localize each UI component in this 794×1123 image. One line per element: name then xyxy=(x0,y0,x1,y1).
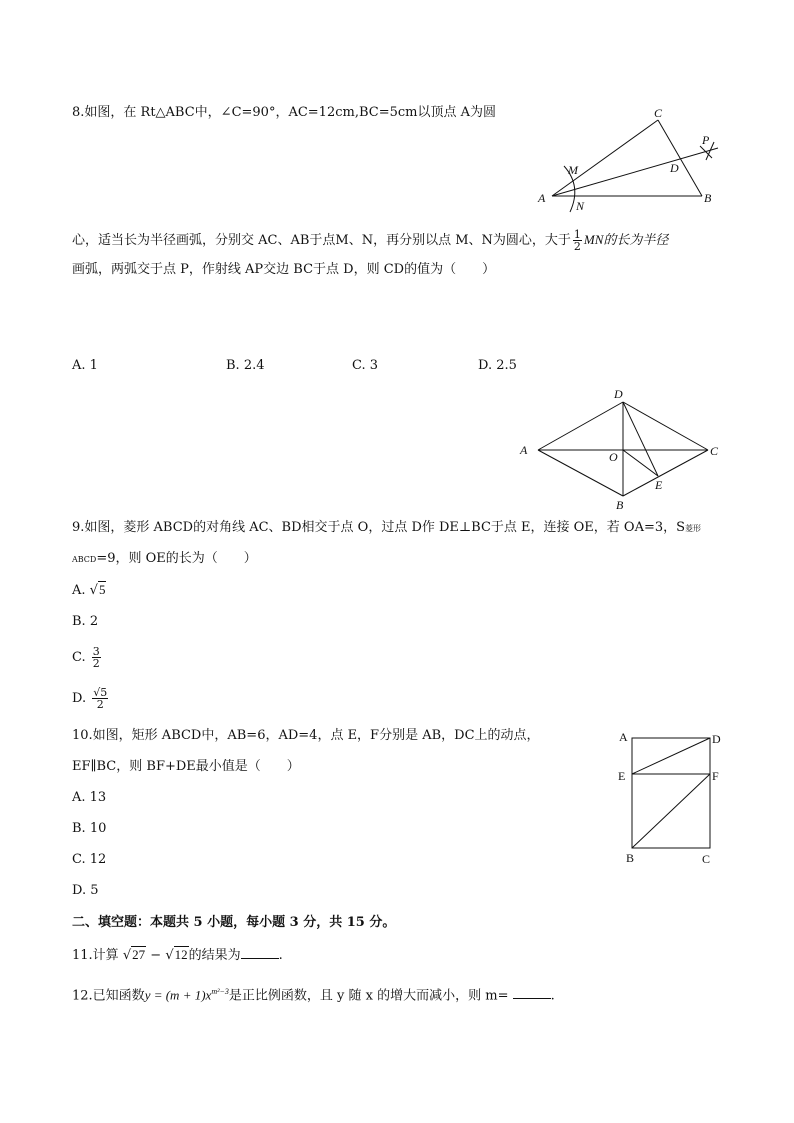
q10-option-d: D. 5 xyxy=(72,883,99,898)
section-heading: 二、填空题：本题共 5 小题，每小题 3 分，共 15 分。 xyxy=(72,915,396,930)
label-o: O xyxy=(609,450,618,464)
segment-ed xyxy=(632,738,710,774)
label-n: N xyxy=(576,199,585,213)
q8-option-a: A. 1 xyxy=(72,358,98,373)
answer-blank[interactable] xyxy=(241,946,279,959)
side-dc xyxy=(623,402,708,450)
q10-figure xyxy=(612,726,728,866)
fraction-half: $\frac{1}{2}$ xyxy=(573,228,581,253)
q9-option-a: A. √5 xyxy=(72,582,106,598)
side-cb xyxy=(623,450,708,496)
q9-option-b: B. 2 xyxy=(72,614,99,629)
fraction-root5-over-2: $\frac{√5}{2}$ xyxy=(93,686,108,711)
q8-option-d: D. 2.5 xyxy=(478,358,517,373)
label-c: C xyxy=(710,444,719,458)
segment-oe xyxy=(623,450,658,476)
label-d: D xyxy=(712,732,721,746)
q8-line2-tail: MN的长为半径 xyxy=(583,232,669,247)
label-a: A xyxy=(520,443,528,457)
segment-bc xyxy=(658,120,702,196)
label-b: B xyxy=(616,498,624,512)
q10-line1: 10.如图，矩形 ABCD中，AB=6，AD=4，点 E，F分别是 AB，DC上的动点， xyxy=(72,728,540,743)
label-c: C xyxy=(654,106,663,120)
q8-line2-text: 心，适当长为半径画弧，分别交 AC、AB于点M、N，再分别以点 M、N为圆心，大于 xyxy=(72,233,571,248)
rectangle-abcd xyxy=(632,738,710,848)
label-e: E xyxy=(655,478,663,492)
q9-option-d: D. $\frac{√5}{2}$ xyxy=(72,686,108,711)
sqrt-12: √12 xyxy=(165,947,188,963)
label-b: B xyxy=(704,191,712,205)
label-f: F xyxy=(712,769,719,783)
segment-de xyxy=(623,402,658,476)
arc-p1 xyxy=(700,146,712,158)
q8-line1: 8.如图，在 Rt△ABC中，∠C=90°，AC=12cm,BC=5cm以顶点 A为圆 xyxy=(72,105,496,120)
q10-line2: EF∥BC，则 BF+DE最小值是（ ） xyxy=(72,759,300,774)
q10-option-c: C. 12 xyxy=(72,852,107,867)
label-d: D xyxy=(614,387,623,401)
q9-option-c: C. $\frac{3}{2}$ xyxy=(72,645,100,670)
label-a: A xyxy=(538,191,546,205)
label-e: E xyxy=(618,769,626,783)
q11-line: 11.计算 √27 − √12的结果为 . xyxy=(72,947,283,963)
fraction-three-halves: $\frac{3}{2}$ xyxy=(92,645,100,670)
q12-line: 12.已知函数$y = (m + 1)x^{m^2-3}$是正比例函数，且 y 随 x 的增大而减小，则 m= . xyxy=(72,987,555,1004)
q8-option-b: B. 2.4 xyxy=(226,358,265,373)
q9-line2-text: =9，则 OE的长为（ ） xyxy=(96,551,257,566)
sqrt-27: √27 xyxy=(122,947,146,963)
sqrt-five: √5 xyxy=(89,582,106,598)
segment-bf xyxy=(632,774,710,848)
label-a: A xyxy=(619,730,628,744)
label-d: D xyxy=(670,161,679,175)
q8-line2 xyxy=(72,228,668,253)
label-c: C xyxy=(702,852,711,866)
q9-line1-text: 9.如图，菱形 ABCD的对角线 AC、BD相交于点 O，过点 D作 DE⊥BC于点 E，连接 OE，若 OA=3，S xyxy=(72,520,686,535)
q9-line2 xyxy=(72,551,257,568)
q10-option-a: A. 13 xyxy=(72,790,107,805)
q8-option-c: C. 3 xyxy=(352,358,379,373)
q9-sub-word: 菱形 xyxy=(685,524,702,533)
label-m: M xyxy=(568,163,578,177)
label-b: B xyxy=(626,851,635,865)
answer-blank[interactable] xyxy=(513,986,551,999)
q9-sub-abcd: ABCD xyxy=(72,555,97,564)
q9-figure xyxy=(510,384,730,514)
segment-ac xyxy=(552,120,658,196)
q8-figure xyxy=(530,100,730,215)
q8-line3: 画弧，两弧交于点 P，作射线 AP交边 BC于点 D，则 CD的值为（ ） xyxy=(72,262,496,277)
q10-option-b: B. 10 xyxy=(72,821,107,836)
label-p: P xyxy=(702,133,710,147)
q9-line1 xyxy=(72,520,701,537)
side-ad xyxy=(538,402,623,450)
